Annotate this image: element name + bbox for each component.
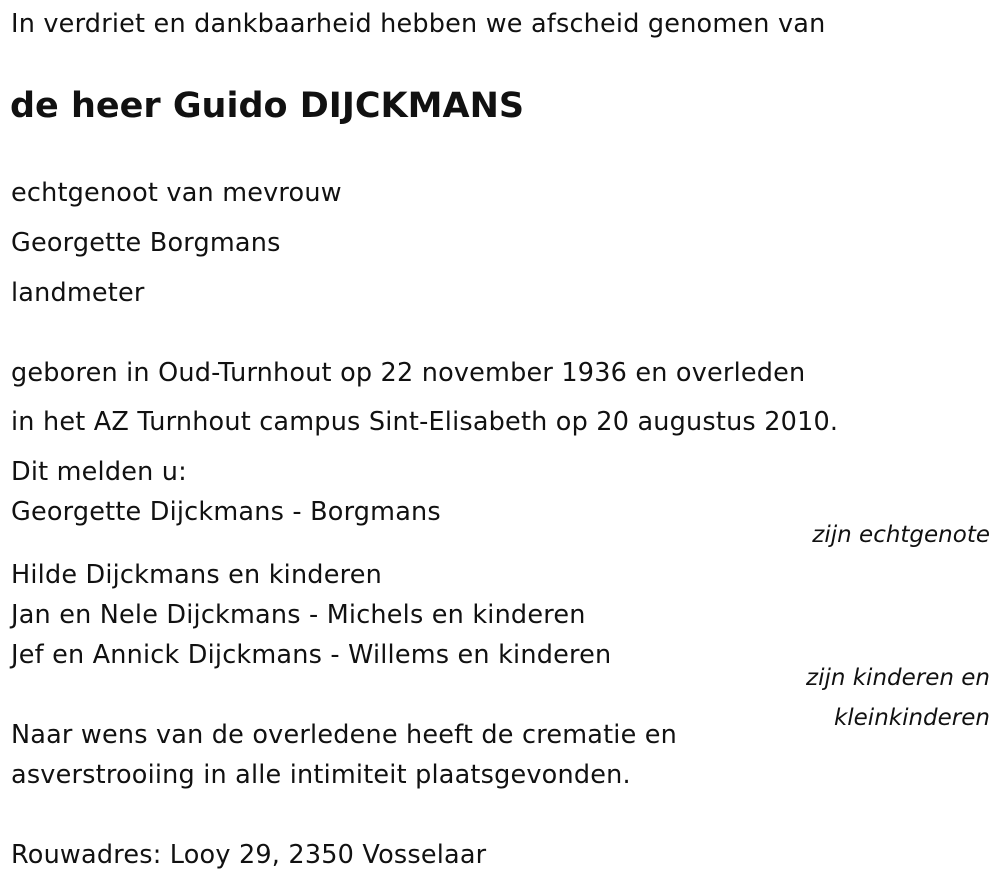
- birth-death-line-2: in het AZ Turnhout campus Sint-Elisabeth op 20 augustus 2010.: [11, 407, 839, 437]
- spouse-role: zijn echtgenote: [812, 522, 990, 548]
- announced-by-label: Dit melden u:: [11, 457, 187, 487]
- child-line-1: Hilde Dijckmans en kinderen: [11, 560, 382, 590]
- cremation-line-2: asverstrooiing in alle intimiteit plaatsgevonden.: [11, 760, 631, 790]
- detail-spouse-label: echtgenoot van mevrouw: [11, 178, 342, 208]
- child-line-2: Jan en Nele Dijckmans - Michels en kinderen: [11, 600, 586, 630]
- deceased-name: de heer Guido DIJCKMANS: [10, 86, 525, 126]
- child-line-3: Jef en Annick Dijckmans - Willems en kinderen: [11, 640, 612, 670]
- children-role-line-1: zijn kinderen en: [806, 665, 990, 691]
- detail-spouse-name: Georgette Borgmans: [11, 228, 281, 258]
- birth-death-line-1: geboren in Oud-Turnhout op 22 november 1936 en overleden: [11, 358, 806, 388]
- detail-profession: landmeter: [11, 278, 145, 308]
- spouse-name: Georgette Dijckmans - Borgmans: [11, 497, 441, 527]
- cremation-line-1: Naar wens van de overledene heeft de crematie en: [11, 720, 678, 750]
- mourning-address: Rouwadres: Looy 29, 2350 Vosselaar: [11, 840, 487, 870]
- intro-text: In verdriet en dankbaarheid hebben we afscheid genomen van: [11, 9, 826, 39]
- children-role-line-2: kleinkinderen: [833, 705, 990, 731]
